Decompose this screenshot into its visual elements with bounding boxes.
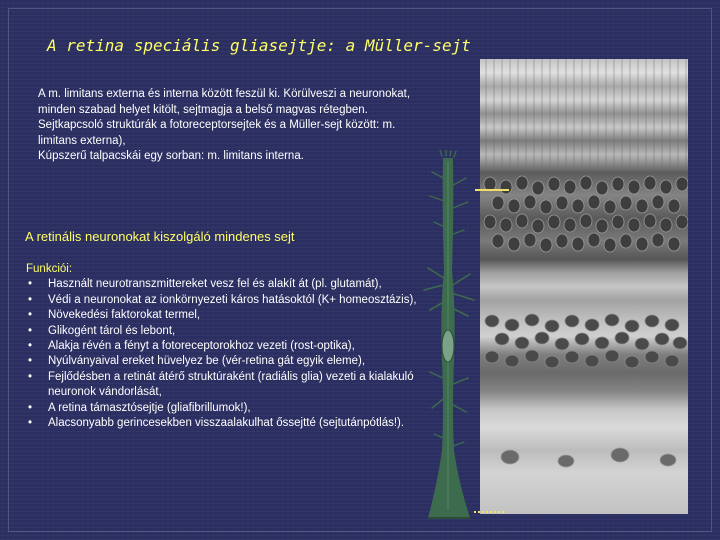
inner-limiting-membrane-marker [474,511,504,513]
outer-limiting-membrane-marker [475,189,509,191]
retina-histology-image [480,59,688,514]
function-item: • Fejlődésben a retinát átérő struktúraként (radiális glia) vezeti a kialakuló neuronok vándorlását, [26,370,418,401]
function-item: • Használt neurotranszmittereket vesz fel és alakít át (pl. glutamát), [26,277,418,292]
function-item: • Növekedési faktorokat termel, [26,308,418,323]
intro-text [38,87,413,165]
functions-list [26,277,418,431]
function-item: • Védi a neuronokat az ionkörnyezeti káros hatásoktól (K+ homeosztázis), [26,293,418,308]
intro-line: Sejtkapcsoló struktúrák a fotoreceptorsejtek és a Müller-sejt között: m. limitans externa), [38,119,396,147]
function-item: • Alacsonyabb gerincesekben visszaalakulhat őssejtté (sejtutánpótlás!). [26,416,418,431]
slide-title: A retina speciális gliasejtje: a Müller-sejt [47,36,471,55]
intro-line: A m. limitans externa és interna között feszül ki. Körülveszi a neuronokat, minden szabad helyet kitölt, sejtmagja a belső magvas rétegben. [38,88,411,116]
function-item: • A retina támasztósejtje (gliafibrillumok!), [26,401,418,416]
retina-histology-icon [480,59,688,514]
functions-block [26,262,418,431]
function-item: • Nyúlványaival ereket hüvelyez be (vér-retina gát egyik eleme), [26,354,418,369]
section-subheading: A retinális neuronokat kiszolgáló mindenes sejt [25,229,295,244]
function-item: • Alakja révén a fényt a fotoreceptorokhoz vezeti (rost-optika), [26,339,418,354]
function-item: • Glikogént tárol és lebont, [26,324,418,339]
intro-line: Kúpszerű talpacskái egy sorban: m. limitans interna. [38,150,304,162]
functions-label: Funkciói: [26,263,73,275]
muller-cell-drawing [420,150,480,530]
muller-cell-icon [420,150,480,525]
